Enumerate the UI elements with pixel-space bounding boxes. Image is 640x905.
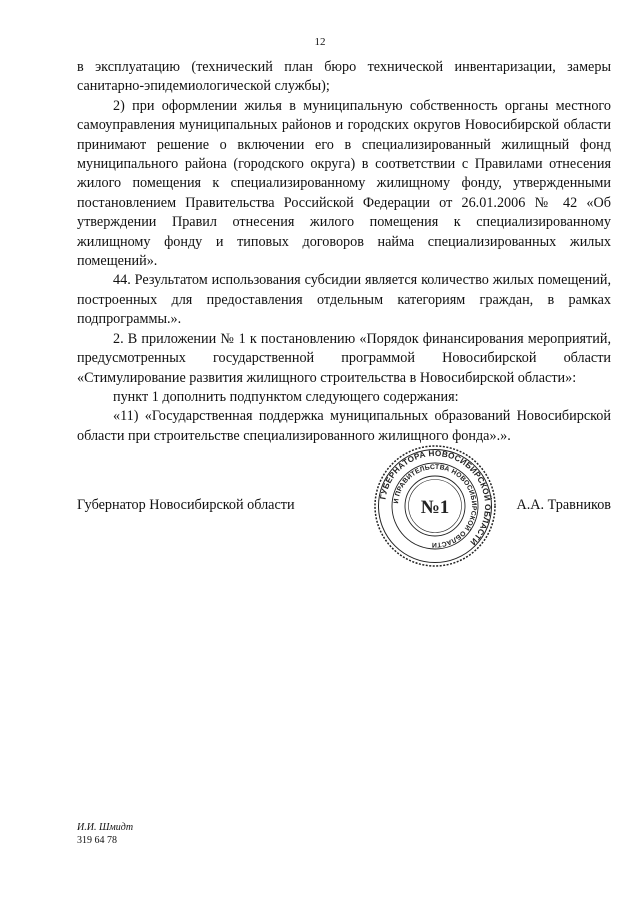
seal-number: №1: [420, 497, 450, 518]
document-body: [77, 58, 611, 446]
seal-outer-text: ГУБЕРНАТОРА НОВОСИБИРСКОЙ ОБЛАСТИ: [378, 448, 493, 547]
page-number: 12: [314, 36, 326, 48]
signatory-name: А.А. Травников: [516, 497, 611, 513]
executor-phone: 319 64 78: [77, 835, 117, 846]
paragraph: 44. Результатом использования субсидии является количество жилых помещений, построенных для предоставления отдельным категориям граждан, в рамках подпрограммы.».: [77, 272, 611, 328]
signature-block: [77, 497, 611, 517]
paragraph: в эксплуатацию (технический план бюро технической инвентаризации, замеры санитарно-эпидемиологической службы);: [77, 59, 611, 95]
executor-name: И.И. Шмидт: [77, 822, 134, 833]
paragraph: 2) при оформлении жилья в муниципальную собственность органы местного самоуправления муниципальных районов и городских округов Новосибирской области принимают решение о включении его в специализированный жилищный фонд муниципального района (городского округа) в соответствии с Правилами отнесения жилого помещения к специализированному жилищному фонду, утвержденными постановлением Правительства Российской Федерации от 26.01.2006 № 42 «Об утверждении Правил отнесения жилого помещения к специализированному жилищному фонду и типовых договоров найма специализированных жилых помещений».: [77, 97, 611, 270]
paragraph: 2. В приложении № 1 к постановлению «Порядок финансирования мероприятий, предусмотренных государственной программой Новосибирской области «Стимулирование развития жилищного строительства в Новосибирской области»:: [77, 330, 611, 386]
paragraph: пункт 1 дополнить подпунктом следующего содержания:: [113, 388, 459, 405]
official-seal: [372, 443, 498, 569]
paragraph: «11) «Государственная поддержка муниципальных образований Новосибирской области при строительстве специализированного жилищного фонда».».: [77, 408, 611, 444]
seal-graphic: [372, 443, 498, 569]
executor-info: [77, 821, 133, 847]
signatory-position: Губернатор Новосибирской области: [77, 497, 295, 513]
seal-inner-text: И ПРАВИТЕЛЬСТВА НОВОСИБИРСКОЙ ОБЛАСТИ: [393, 463, 478, 549]
